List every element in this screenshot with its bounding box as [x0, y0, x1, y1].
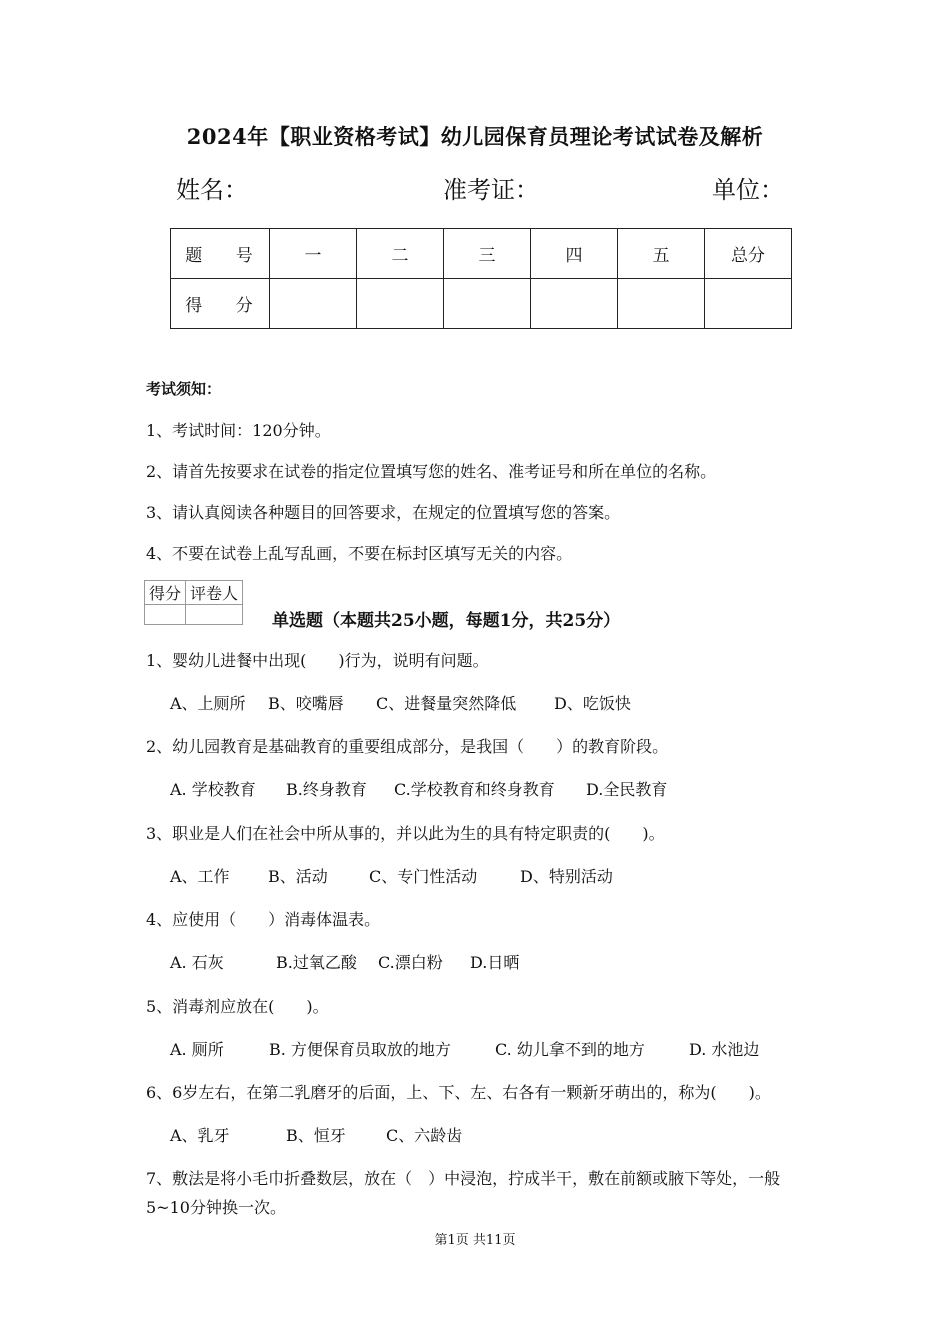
score-header-cell: 总分 — [705, 229, 792, 279]
question-options — [170, 691, 631, 714]
question-options — [170, 864, 613, 887]
score-header-cell: 三 — [444, 229, 531, 279]
score-cell[interactable] — [357, 279, 444, 329]
option[interactable]: C. 幼儿拿不到的地方 — [495, 1040, 645, 1059]
score-table — [170, 228, 792, 329]
option[interactable]: B、恒牙 — [286, 1126, 346, 1145]
score-cell[interactable] — [705, 279, 792, 329]
notice-item: 3、请认真阅读各种题目的回答要求，在规定的位置填写您的答案。 — [146, 503, 621, 522]
option[interactable]: C、六龄齿 — [386, 1126, 463, 1145]
option[interactable]: D、吃饭快 — [554, 694, 631, 713]
question-stem: 1、婴幼儿进餐中出现( )行为，说明有问题。 — [146, 651, 489, 670]
grader-reviewer-cell[interactable] — [186, 605, 243, 625]
option[interactable]: D.全民教育 — [586, 780, 668, 799]
exam-id-label: 准考证： — [443, 176, 539, 204]
option[interactable]: A、乳牙 — [170, 1126, 230, 1145]
option[interactable]: A、工作 — [170, 867, 230, 886]
score-header-cell: 四 — [531, 229, 618, 279]
option[interactable]: C、进餐量突然降低 — [376, 694, 517, 713]
option[interactable]: A、上厕所 — [170, 694, 246, 713]
option[interactable]: D、特别活动 — [520, 867, 613, 886]
name-label: 姓名： — [176, 176, 248, 204]
score-header-cell: 题 号 — [171, 229, 270, 279]
option[interactable]: B.过氧乙酸 — [276, 953, 357, 972]
option[interactable]: B、咬嘴唇 — [268, 694, 344, 713]
question-options — [170, 777, 667, 800]
grader-box — [144, 580, 243, 625]
option[interactable]: A. 学校教育 — [170, 780, 256, 799]
option[interactable]: B. 方便保育员取放的地方 — [269, 1040, 451, 1059]
question-stem-continued: 5~10分钟换一次。 — [146, 1198, 286, 1217]
option[interactable]: A. 厕所 — [170, 1040, 224, 1059]
question-stem: 4、应使用（ ）消毒体温表。 — [146, 910, 381, 929]
notice-heading: 考试须知： — [146, 380, 222, 398]
section-title: 单选题（本题共25小题，每题1分，共25分） — [272, 611, 621, 631]
page-footer: 第1页 共11页 — [434, 1233, 516, 1248]
score-table-header-row — [171, 229, 792, 279]
question-options — [170, 1037, 759, 1060]
score-table-score-row — [171, 279, 792, 329]
question-stem: 3、职业是人们在社会中所从事的，并以此为生的具有特定职责的( )。 — [146, 824, 665, 843]
grader-score-label: 得分 — [145, 581, 186, 605]
score-row-label: 得 分 — [171, 279, 270, 329]
notice-item: 1、考试时间：120分钟。 — [146, 421, 331, 440]
question-stem: 6、6岁左右，在第二乳磨牙的后面，上、下、左、右各有一颗新牙萌出的，称为( )。 — [146, 1083, 771, 1102]
option[interactable]: D. 水池边 — [689, 1040, 760, 1059]
option[interactable]: B、活动 — [268, 867, 328, 886]
score-cell[interactable] — [444, 279, 531, 329]
question-options — [170, 1123, 462, 1146]
grader-score-cell[interactable] — [145, 605, 186, 625]
score-cell[interactable] — [270, 279, 357, 329]
page-title: 2024年【职业资格考试】幼儿园保育员理论考试试卷及解析 — [186, 124, 764, 149]
option[interactable]: C.学校教育和终身教育 — [394, 780, 555, 799]
option[interactable]: A. 石灰 — [170, 953, 224, 972]
score-cell[interactable] — [531, 279, 618, 329]
question-stem: 7、敷法是将小毛巾折叠数层，放在（ ）中浸泡，拧成半干，敷在前额或腋下等处，一般 — [146, 1169, 781, 1188]
option[interactable]: C、专门性活动 — [369, 867, 478, 886]
score-header-cell: 一 — [270, 229, 357, 279]
notice-item: 4、不要在试卷上乱写乱画，不要在标封区填写无关的内容。 — [146, 544, 573, 563]
grader-reviewer-label: 评卷人 — [186, 581, 243, 605]
question-stem: 5、消毒剂应放在( )。 — [146, 997, 329, 1016]
notice-item: 2、请首先按要求在试卷的指定位置填写您的姓名、准考证号和所在单位的名称。 — [146, 462, 717, 481]
question-stem: 2、幼儿园教育是基础教育的重要组成部分，是我国（ ）的教育阶段。 — [146, 737, 669, 756]
option[interactable]: D.日晒 — [470, 953, 520, 972]
option[interactable]: B.终身教育 — [286, 780, 367, 799]
option[interactable]: C.漂白粉 — [378, 953, 443, 972]
score-header-cell: 五 — [618, 229, 705, 279]
question-options — [170, 950, 519, 973]
unit-label: 单位： — [712, 176, 784, 204]
score-cell[interactable] — [618, 279, 705, 329]
score-header-cell: 二 — [357, 229, 444, 279]
